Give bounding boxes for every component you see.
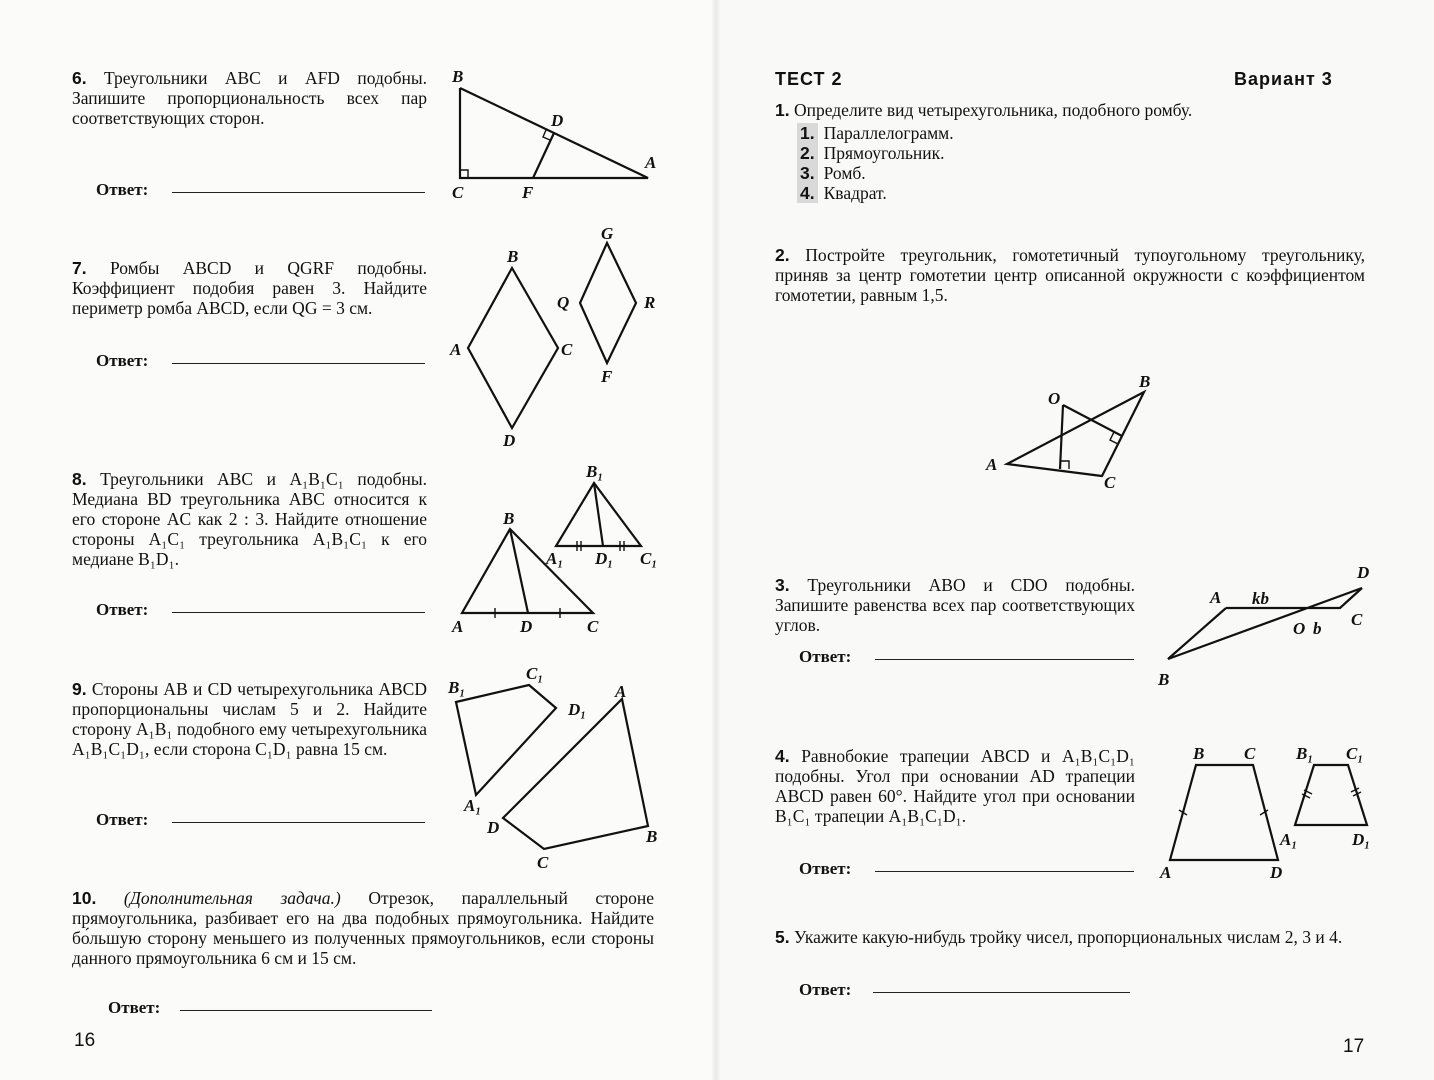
- question-1-options: [797, 123, 954, 203]
- question-1-number: 1.: [775, 100, 790, 120]
- fig9-label-A1: A₁: [464, 796, 482, 815]
- problem-6: [72, 68, 427, 128]
- question-5-number: 5.: [775, 927, 790, 947]
- figq4-label-A: A: [1160, 863, 1172, 882]
- test-title: ТЕСТ 2: [775, 69, 843, 89]
- figq4-label-D: D: [1270, 863, 1283, 882]
- fig6-label-A: A: [645, 153, 657, 172]
- fig7-label-F: F: [601, 367, 613, 386]
- question-3-text: Треугольники ABO и CDO подобны. Запишите равенства всех пар соответствующих углов.: [775, 575, 1136, 635]
- problem-8-text: Треугольники ABC и A₁B₁C₁ подобны. Медиана BD треугольника ABC относится к его стороне AC как 2 : 3. Найдите отношение стороны A₁C₁ треугольника A₁B₁C₁ к его медиане B₁D₁.: [72, 469, 427, 569]
- page-gutter: [712, 0, 720, 1080]
- problem-7-answer-label: Ответ:: [96, 351, 149, 370]
- figure-q4: [1150, 735, 1380, 890]
- fig7-label-R: R: [644, 293, 656, 312]
- question-2: [775, 245, 1365, 305]
- fig6-label-B: B: [452, 67, 464, 86]
- fig8-label-C1: C₁: [640, 549, 658, 568]
- problem-7-answer-line[interactable]: [172, 363, 425, 364]
- fig8-label-D: D: [520, 617, 533, 636]
- variant-label: Вариант 3: [1234, 69, 1333, 89]
- figq4-label-D1: D₁: [1352, 830, 1371, 849]
- question-5-answer-line[interactable]: [873, 992, 1130, 993]
- figure-7: [440, 220, 680, 455]
- problem-7-number: 7.: [72, 258, 87, 278]
- figure-q2: [980, 365, 1170, 495]
- problem-9-text: Стороны AB и CD четырехугольника ABCD пропорциональны числам 5 и 2. Найдите сторону A₁B₁ подобного ему четырехугольника A₁B₁C₁D₁, если сторона C₁D₁ равна 15 см.: [72, 679, 427, 759]
- figq3-label-D: D: [1357, 563, 1370, 582]
- fig9-label-C1: C₁: [526, 664, 544, 683]
- question-4-text: Равнобокие трапеции ABCD и A₁B₁C₁D₁ подобны. Угол при основании AD трапеции ABCD равен 60°. Найдите угол при основании B₁C₁ трапеции A₁B₁C₁D₁.: [775, 746, 1136, 826]
- figq2-label-B: B: [1139, 372, 1151, 391]
- figq3-label-C: C: [1351, 610, 1363, 629]
- page-number-left: 16: [74, 1030, 96, 1051]
- figq3-label-A: A: [1210, 588, 1222, 607]
- fig7-label-C: C: [561, 340, 573, 359]
- fig9-label-A: A: [615, 682, 627, 701]
- figure-6: [440, 60, 670, 210]
- problem-8: [72, 469, 427, 569]
- problem-6-answer-label: Ответ:: [96, 180, 149, 199]
- figq4-label-C1: C₁: [1346, 744, 1364, 763]
- problem-8-answer-label: Ответ:: [96, 600, 149, 619]
- problem-10: [72, 888, 654, 968]
- fig8-label-A: A: [452, 617, 464, 636]
- question-4-number: 4.: [775, 746, 790, 766]
- problem-9: [72, 679, 427, 759]
- question-5-text: Укажите какую-нибудь тройку чисел, пропорциональных числам 2, 3 и 4.: [793, 927, 1343, 947]
- fig8-label-A1: A₁: [546, 549, 564, 568]
- problem-10-italic-note: (Дополнительная задача.): [123, 888, 341, 908]
- figq3-label-O: O: [1293, 619, 1306, 638]
- question-1-text: Определите вид четырехугольника, подобного ромбу.: [793, 100, 1193, 120]
- fig7-label-B: B: [507, 247, 519, 266]
- question-2-text: Постройте треугольник, гомотетичный тупоугольному треугольнику, приняв за центр гомотетии центр описанной окружности с коэффициентом гомотетии, равным 1,5.: [775, 245, 1366, 305]
- question-3-answer-label: Ответ:: [799, 647, 852, 666]
- figq3-label-B: B: [1158, 670, 1170, 689]
- question-4: [775, 746, 1135, 826]
- fig6-label-F: F: [522, 183, 534, 202]
- option-3[interactable]: 3. Ромб.: [797, 163, 954, 183]
- problem-10-number: 10.: [72, 888, 97, 908]
- question-1: [775, 100, 1365, 120]
- figq3-label-b: b: [1313, 619, 1322, 638]
- problem-8-answer-line[interactable]: [172, 612, 425, 613]
- problem-10-answer-line[interactable]: [180, 1010, 432, 1011]
- fig8-label-C: C: [587, 617, 599, 636]
- fig8-label-B: B: [503, 509, 515, 528]
- figq2-label-O: O: [1048, 389, 1061, 408]
- figure-9: [440, 655, 680, 885]
- question-4-answer-label: Ответ:: [799, 859, 852, 878]
- question-2-number: 2.: [775, 245, 790, 265]
- problem-9-number: 9.: [72, 679, 87, 699]
- problem-7-text: Ромбы ABCD и QGRF подобны. Коэффициент подобия равен 3. Найдите периметр ромба ABCD, если QG = 3 см.: [72, 258, 427, 318]
- figq4-label-B1: B₁: [1296, 744, 1314, 763]
- figq4-label-A1: A₁: [1280, 830, 1298, 849]
- question-3-answer-line[interactable]: [875, 659, 1134, 660]
- figq3-label-kb: kb: [1252, 589, 1269, 608]
- question-4-answer-line[interactable]: [875, 871, 1134, 872]
- fig8-label-D1: D₁: [595, 549, 614, 568]
- fig9-label-B1: B₁: [448, 678, 466, 697]
- question-5: [775, 927, 1365, 947]
- figure-8: [440, 455, 680, 645]
- figq4-label-B: B: [1193, 744, 1205, 763]
- question-3-number: 3.: [775, 575, 790, 595]
- problem-6-text: Треугольники ABC и AFD подобны. Запишите пропорциональность всех пар соответствующих сторон.: [72, 68, 428, 128]
- fig7-label-D: D: [503, 431, 516, 450]
- option-4[interactable]: 4. Квадрат.: [797, 183, 954, 203]
- problem-10-answer-label: Ответ:: [108, 998, 161, 1017]
- problem-9-answer-label: Ответ:: [96, 810, 149, 829]
- fig9-label-D: D: [487, 818, 500, 837]
- problem-9-answer-line[interactable]: [172, 822, 425, 823]
- question-3: [775, 575, 1135, 635]
- fig6-label-D: D: [551, 111, 564, 130]
- fig7-label-Q: Q: [557, 293, 570, 312]
- fig9-label-B: B: [646, 827, 658, 846]
- figq2-label-A: A: [986, 455, 998, 474]
- fig9-label-C: C: [537, 853, 549, 872]
- figure-q3: [1148, 558, 1378, 693]
- problem-8-number: 8.: [72, 469, 87, 489]
- question-5-answer-label: Ответ:: [799, 980, 852, 999]
- option-2[interactable]: 2. Прямоугольник.: [797, 143, 954, 163]
- option-1[interactable]: 1. Параллелограмм.: [797, 123, 954, 143]
- problem-6-answer-line[interactable]: [172, 192, 425, 193]
- problem-7: [72, 258, 427, 318]
- figq4-label-C: C: [1244, 744, 1256, 763]
- fig9-label-D1: D₁: [568, 700, 587, 719]
- page-number-right: 17: [1343, 1036, 1365, 1057]
- fig7-label-G: G: [601, 224, 614, 243]
- figq2-label-C: C: [1104, 473, 1116, 492]
- fig8-label-B1: B₁: [586, 462, 604, 481]
- problem-6-number: 6.: [72, 68, 87, 88]
- problem-10-text: Отрезок, параллельный стороне прямоугольника, разбивает его на два подобных прямоугольника. Найдите бо́льшую сторону меньшего из полученных прямоугольников, если стороны данного прямоугольника 6 см и 15 см.: [72, 888, 654, 968]
- fig7-label-A: A: [450, 340, 462, 359]
- fig6-label-C: C: [452, 183, 464, 202]
